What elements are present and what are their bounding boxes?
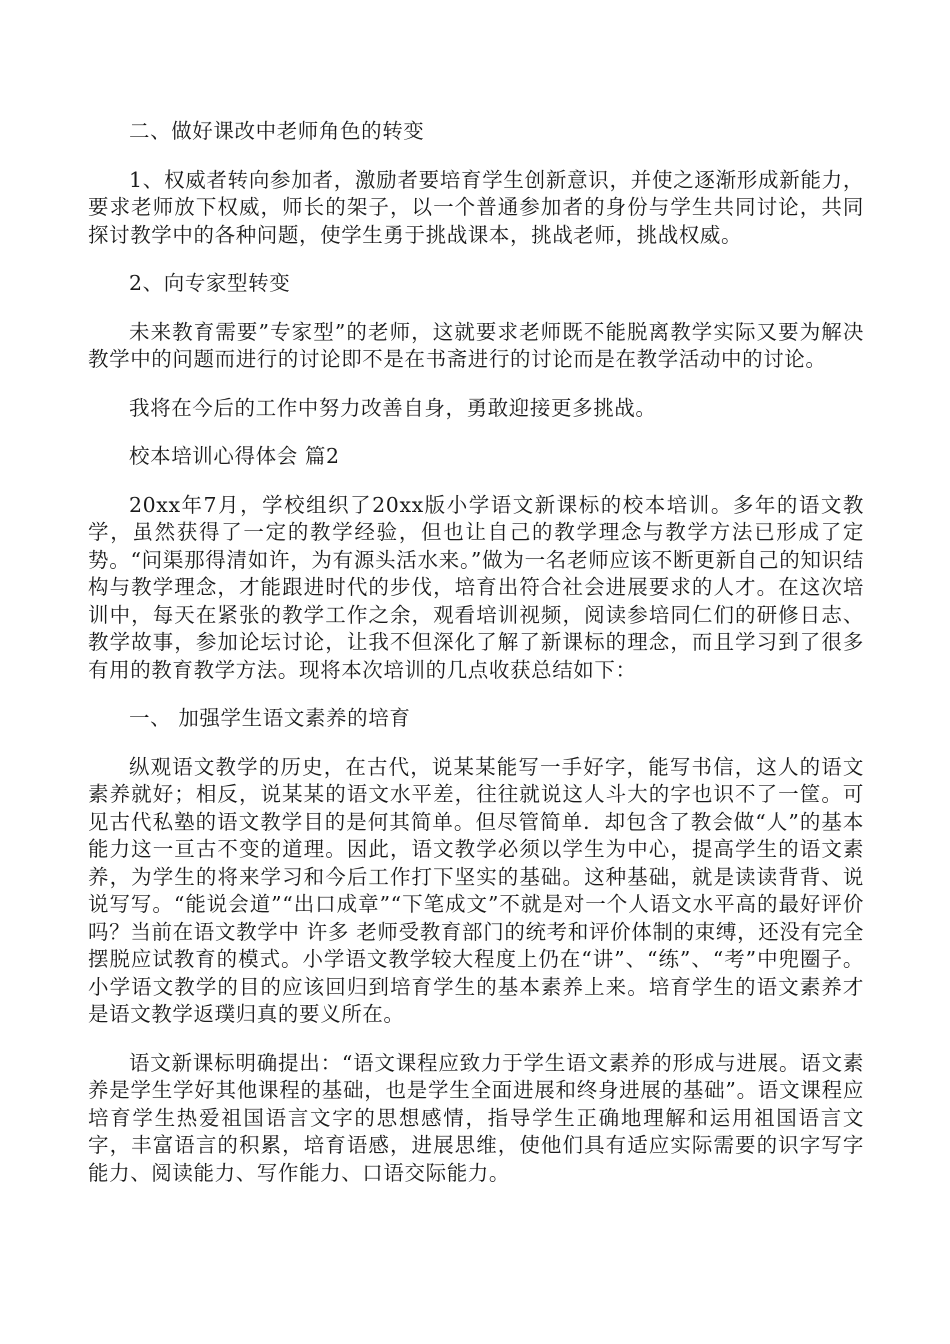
article-title-part-2: 校本培训心得体会 篇2	[129, 444, 340, 468]
subheading-expert-type: 2、向专家型转变	[129, 271, 291, 295]
paragraph-training-intro: 20xx年7月，学校组织了20xx版小学语文新课标的校本培训。多年的语文教学，虽然获得了一定的教学经验，但也让自己的教学理念与教学方法已形成了定势。“问渠那得清如许，为有源头活水来。”做为一名老师应该不断更新自己的知识结构与教学理念，才能跟进时代的步伐，培育出符合社会进展要求的人才。在这次培训中，每天在紧张的教学工作之余，观看培训视频，阅读参培同仁们的研修日志、教学故事，参加论坛讨论，让我不但深化了解了新课标的理念，而且学习到了很多有用的教育教学方法。现将本次培训的几点收获总结如下：	[88, 492, 864, 682]
paragraph-closing-statement: 我将在今后的工作中努力改善自身，勇敢迎接更多挑战。	[129, 395, 657, 420]
paragraph-expert-teacher: 未来教育需要”专家型”的老师，这就要求老师既不能脱离教学实际又要为解决教学中的问题而进行的讨论即不是在书斋进行的讨论而是在教学活动中的讨论。	[88, 319, 864, 371]
paragraph-authority-to-participant: 1、权威者转向参加者，激励者要培育学生创新意识，并使之逐渐形成新能力，要求老师放下权威，师长的架子，以一个普通参加者的身份与学生共同讨论，共同探讨教学中的各种问题，使学生勇于挑战课本，挑战老师，挑战权威。	[88, 167, 864, 247]
section-heading-literacy: 一、 加强学生语文素养的培育	[129, 706, 411, 730]
paragraph-curriculum-standard: 语文新课标明确提出：“语文课程应致力于学生语文素养的形成与进展。语文素养是学生学好其他课程的基础，也是学生全面进展和终身进展的基础”。语文课程应培育学生热爱祖国语言文字的思想感情，指导学生正确地理解和运用祖国语言文字，丰富语言的积累，培育语感，进展思维，使他们具有适应实际需要的识字写字能力、阅读能力、写作能力、口语交际能力。	[88, 1050, 864, 1185]
section-heading-role-change: 二、做好课改中老师角色的转变	[129, 119, 425, 143]
document-page	[88, 118, 864, 1208]
paragraph-literacy-history: 纵观语文教学的历史，在古代，说某某能写一手好字，能写书信，这人的语文素养就好；相反，说某某的语文水平差，往往就说这人斗大的字也识不了一筐。可见古代私塾的语文教学目的是何其简单。但尽管简单．却包含了教会做“人”的基本能力这一亘古不变的道理。因此，语文教学必须以学生为中心，提高学生的语文素养，为学生的将来学习和今后工作打下坚实的基础。这种基础，就是读读背背、说说写写。“能说会道”“出口成章”“下笔成文”不就是对一个人语文水平高的最好评价吗？当前在语文教学中 许多 老师受教育部门的统考和评价体制的束缚，还没有完全摆脱应试教育的模式。小学语文教学较大程度上仍在“讲”、“练”、“考”中兜圈子。小学语文教学的目的应该回归到培育学生的基本素养上来。培育学生的语文素养才是语文教学返璞归真的要义所在。	[88, 754, 864, 1026]
